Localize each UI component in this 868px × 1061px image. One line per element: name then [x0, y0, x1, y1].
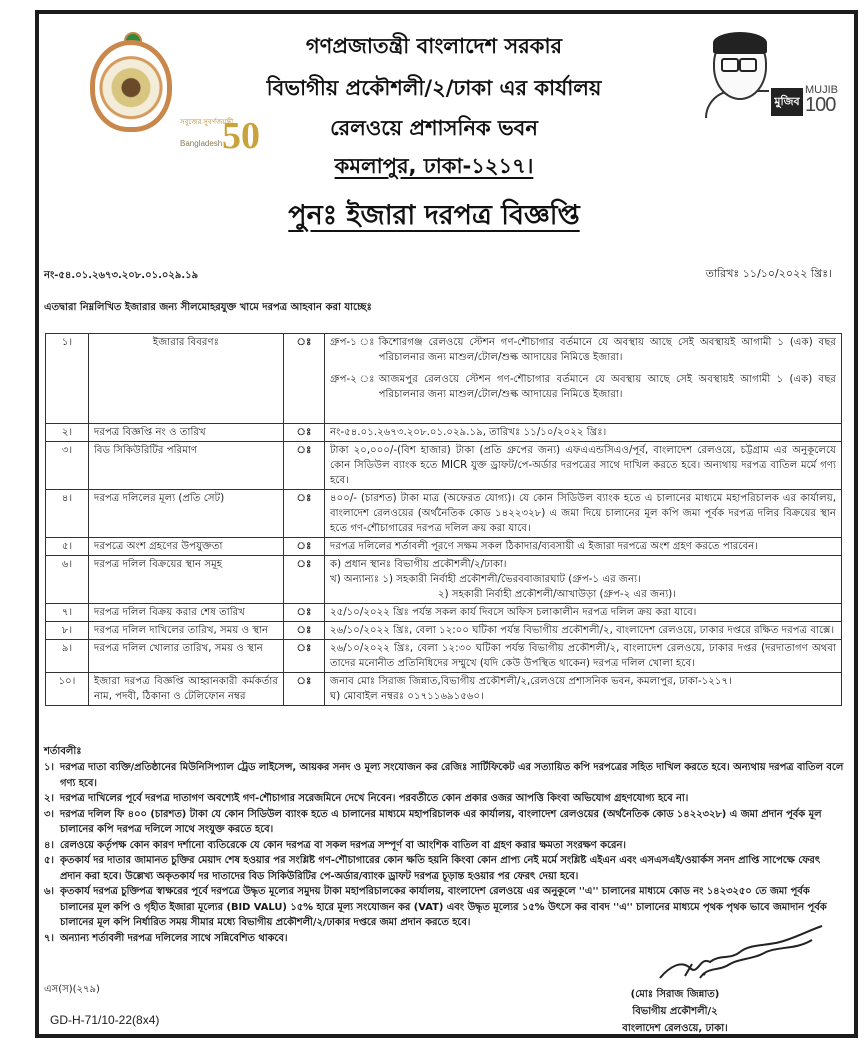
row-value: ২৬/১০/২০২২ খ্রিঃ, বেলা ১২:০০ ঘটিকা পর্যন্ত বিভাগীয় প্রকৌশলী/২, বাংলাদেশ রেলওয়ে, ঢাকার দপ্তরে রক্ষিত দরপত্র বাক্সে। — [325, 622, 842, 640]
term-item — [44, 838, 844, 854]
tender-details-table — [45, 333, 842, 706]
table-row — [46, 424, 842, 442]
row-number: ৫। — [46, 538, 89, 556]
header-building: রেলওয়ে প্রশাসনিক ভবন — [330, 116, 538, 140]
page-title: পুনঃ ইজারা দরপত্র বিজ্ঞপ্তি — [288, 200, 580, 231]
term-number: ৭। — [44, 932, 54, 944]
table-row — [46, 442, 842, 490]
row-colon: ঃ — [284, 604, 325, 622]
officer-mobile: ঘ) মোবাইল নম্বরঃ ০১৭১১৬৯১৫৬০। — [330, 691, 484, 702]
row-label: দরপত্র দলিলের মূল্য (প্রতি সেট) — [89, 490, 284, 538]
sale-location-other: ২) সহকারী নির্বাহী প্রকৌশলী/আখাউড়া (গ্রুপ-২ এর জন্য)। — [438, 589, 676, 600]
reference-number: নং-৫৪.০১.২৬৭৩.২০৮.০১.০২৯.১৯ — [44, 270, 199, 281]
table-row — [46, 334, 842, 424]
term-number: ২। — [44, 793, 54, 804]
term-item — [44, 807, 844, 838]
term-text: দরপত্র দলিল ফি ৪০০ (চারশত) টাকা যে কোন সিডিউল ব্যাংক হতে এ চালানের মাধ্যমে মহাপরিচালক এর কার্যালয়, বাংলাদেশ রেলওয়ের (অর্থনৈতিক কোড ১৪২২৩২৮) এ জমা প্রদান পূর্বক মূল চালানের কপি দরপত্র দলিলে সাথে সংযুক্ত করতে হবে। — [60, 808, 822, 835]
row-number: ১। — [46, 334, 89, 424]
group-key: গ্রুপ-২ ঃ — [330, 374, 375, 385]
badge-country: Bangladesh — [180, 139, 223, 148]
officer-details: জনাব মোঃ সিরাজ জিন্নাত,বিভাগীয় প্রকৌশলী/২,রেলওয়ে প্রশাসনিক ভবন, কমলাপুর, ঢাকা-১২১৭। — [330, 676, 732, 687]
row-number: ৬। — [46, 556, 89, 604]
term-text: রেলওয়ে কর্তৃপক্ষ কোন কারণ দর্শানো ব্যতিরেকে যে কোন দরপত্র বা সকল দরপত্র সম্পূর্ণ বা আংশিক বাতিল বা গ্রহণ করার ক্ষমতা সংরক্ষণ করেন। — [60, 839, 626, 851]
term-number: ৫। — [44, 855, 54, 866]
term-item — [44, 791, 844, 807]
row-label: ইজারার বিবরণঃ — [89, 334, 284, 424]
mujib-en-label: MUJIB — [805, 84, 838, 96]
row-colon: ঃ — [284, 673, 325, 706]
row-value: নং-৫৪.০১.২৬৭৩.২০৮.০১.০২৯.১৯, তারিখঃ ১১/১০/২০২২ খ্রিঃ। — [325, 424, 842, 442]
group-key: গ্রুপ-১ ঃ — [330, 337, 375, 348]
signatory-block — [580, 986, 770, 1037]
term-text: কৃতকার্য দর দাতার জামানত চুক্তির মেয়াদ শেষ হওয়ার পর সংশ্লিষ্ট গণ-শৌচাগারের কোন ক্ষতি হয়নি কিংবা কোন প্রাপ্য নেই মর্মে সংশ্লিষ্ট এইএন এবং এসএসএই/ওয়ার্কস সনদ প্রাপ্তি সাপেক্ষে ফেরৎ প্রদান করা হবে। উল্লেখ্য অকৃতকার্য দর দাতাদের বিড সিকিউরিটির পে-অর্ডার/ব্যাংক ড্রাফট দরপত্র চূড়ান্ত হওয়ার পর ফেরৎ দেয়া হবে। — [60, 855, 821, 882]
table-row — [46, 556, 842, 604]
row-value: ২৬/১০/২০২২ খ্রিঃ, বেলা ১২:৩০ ঘটিকা পর্যন্ত বিভাগীয় প্রকৌশলী/২, বাংলাদেশ রেলওয়ে, ঢাকার দপ্তর (দরদাতাগণ অথবা তাদের মনোনীত প্রতিনিধিদের সম্মুখে (যদি কেউ উপস্থিত থাকেন) দরপত্র দলিল খোলা হবে। — [325, 640, 842, 673]
row-label: দরপত্র দলিল খোলার তারিখ, সময় ও স্থান — [89, 640, 284, 673]
row-value — [325, 673, 842, 706]
term-item — [44, 760, 844, 791]
row-number: ২। — [46, 424, 89, 442]
row-number: ৪। — [46, 490, 89, 538]
row-label: দরপত্রে অংশ গ্রহণের উপযুক্ততা — [89, 538, 284, 556]
row-label: দরপত্র দলিল দাখিলের তারিখ, সময় ও স্থান — [89, 622, 284, 640]
term-number: ১। — [44, 762, 54, 773]
header-office: বিভাগীয় প্রকৌশলী/২/ঢাকা এর কার্যালয় — [266, 76, 602, 100]
gd-code: GD-H-71/10-22(8x4) — [50, 1013, 160, 1027]
row-value — [325, 556, 842, 604]
row-colon: ঃ — [284, 556, 325, 604]
row-value: ২৫/১০/২০২২ খ্রিঃ পর্যন্ত সকল কার্য দিবসে অফিস চলাকালীন দরপত্র দলিল ক্রয় করা যাবে। — [325, 604, 842, 622]
row-colon: ঃ — [284, 334, 325, 424]
group-item — [330, 335, 836, 365]
term-text: দরপত্র দাখিলের পূর্বে দরপত্র দাতাগণ অবশ্যেই গণ-শৌচাগার সরেজমিনে দেখে নিবেন। পরবর্তীতে কোন প্রকার ওজর আপত্তি কিংবা অভিযোগ গ্রহণযোগ্য হবে না। — [60, 793, 689, 804]
term-text: দরপত্র দাতা ব্যক্তি/প্রতিষ্ঠানের মিউনিসিপ্যাল ট্রেড লাইসেন্স, আয়কর সনদ ও মূল্য সংযোজন কর রেজিঃ সার্টিফিকেট এর সত্যায়িত কপি দরপত্রের সহিত দাখিল করতে হবে। অন্যথায় দরপত্র বাতিল বলে গণ্য হবে। — [60, 762, 844, 789]
row-value: ৪০০/- (চারশত) টাকা মাত্র (অফেরত যোগ্য)। যে কোন সিডিউল ব্যাংক হতে এ চালানের মাধ্যমে মহাপরিচালক এর কার্যালয়, বাংলাদেশ রেলওয়ের (অর্থনৈতিক কোড ১৪২২৩২৮) এ জমা দিয়ে চালানের মূল কপি জমা পূর্বক দরপত্র দলির বিক্রয়ের স্থান হতে গণ-শৌচাগারের দরপত্র দলিল ক্রয় করা যাবে। — [325, 490, 842, 538]
group-text: কিশোরগঞ্জ রেলওয়ে স্টেশন গণ-শৌচাগার বর্তমানে যে অবস্থায় আছে সেই অবস্থায়ই আগামী ১ (এক) বছর পরিচালনার জন্য মাশুল/টোল/শুল্ক আদায়ের নিমিত্তে ইজারা। — [378, 337, 836, 363]
header-government: গণপ্রজাতন্ত্রী বাংলাদেশ সরকার — [305, 34, 563, 58]
row-colon: ঃ — [284, 442, 325, 490]
row-colon: ঃ — [284, 622, 325, 640]
badge-text: সবুজের সুবর্ণজয়ন্তী — [180, 118, 234, 126]
row-number: ১০। — [46, 673, 89, 706]
row-value: টাকা ২০,০০০/-(বিশ হাজার) টাকা (প্রতি গ্রুপের জন্য) এফএএন্ডসিএও/পূর্ব, বাংলাদেশ রেলওয়ে, চট্টগ্রাম এর অনুকূলেযে কোন সিডিউল ব্যাংক হতে MICR যুক্ত ড্রাফট/পে-অর্ডার দরপত্রের সাথে দাখিল করতে হবে। অন্যথায় দরপত্র বাতিল মর্মে গণ্য হবে। — [325, 442, 842, 490]
row-label: দরপত্র দলিল বিক্রয়ের স্থান সমূহ — [89, 556, 284, 604]
mujib-bn-label: মুজিব — [771, 88, 803, 116]
row-value: দরপত্র দলিলের শর্তাবলী পূরণে সক্ষম সকল ঠিকাদার/ব্যবসায়ী এ ইজারা দরপত্রে অংশ গ্রহণ করতে পারবেন। — [325, 538, 842, 556]
terms-heading: শর্তাবলীঃ — [44, 746, 82, 757]
row-colon: ঃ — [284, 424, 325, 442]
row-label: দরপত্র দলিল বিক্রয় করার শেষ তারিখ — [89, 604, 284, 622]
row-colon: ঃ — [284, 538, 325, 556]
term-text: কৃতকার্য দরপত্র চুক্তিপত্র স্বাক্ষরের পূর্বে দরপত্রে উদ্ধৃত মূল্যের সমুদয় টাকা মহাপরিচালকের কার্যালয়, বাংলাদেশ রেলওয়ে এর অনুকূলে ''এ'' চালানের মাধ্যমে কোড নং ১৪২৩২৫০ তে জমা পূর্বক চালানের মূল কপি ও গৃহীত ইজারা মূল্যের (BID VALU) ১৫% হারে মূল্য সংযোজন কর (VAT) এবং উদ্ধৃত মূল্যের ১৫% উৎসে কর বাবদ ''এ'' চালানের মাধ্যমে পৃথক পৃথক ভাবে জমাদান পূর্বক চালানের মূল কপি নির্ধারিত সময় সীমার মধ্যে বিভাগীয় প্রকৌশলী/২/ঢাকার দপ্তরে জমা প্রদান করতে হবে। — [60, 886, 827, 928]
table-row — [46, 538, 842, 556]
intro-text: এতদ্বারা নিম্নলিখিত ইজারার জন্য সীলমোহরযুক্ত খামে দরপত্র আহবান করা যাচ্ছেঃ — [44, 302, 372, 313]
header-address: কমলাপুর, ঢাকা-১২১৭। — [334, 154, 534, 178]
row-number: ৯। — [46, 640, 89, 673]
row-label: দরপত্র বিজ্ঞপ্তি নং ও তারিখ — [89, 424, 284, 442]
sale-location-other: খ) অন্যান্যঃ ১) সহকারী নির্বাহী প্রকৌশলী/ভৈরববাজারঘাট (গ্রুপ-১ এর জন্য। — [330, 574, 641, 585]
mujib-num-label: 100 — [805, 94, 836, 116]
table-row — [46, 622, 842, 640]
row-colon: ঃ — [284, 640, 325, 673]
notice-date: তারিখঃ ১১/১০/২০২২ খ্রিঃ। — [705, 267, 832, 280]
row-label: বিড সিকিউরিটির পরিমাণ — [89, 442, 284, 490]
table-row — [46, 490, 842, 538]
term-number: ৬। — [44, 886, 54, 897]
table-row — [46, 640, 842, 673]
memo-number: এস(স)(২৭৯) — [44, 984, 100, 995]
group-text: আজমপুর রেলওয়ে স্টেশন গণ-শৌচাগার বর্তমানে যে অবস্থায় আছে সেই অবস্থায়ই আগামী ১ (এক) বছর পরিচালনার জন্য মাশুল/টোল/শুল্ক আদায়ের নিমিত্তে ইজারা। — [378, 374, 836, 400]
term-text: অন্যান্য শর্তাবলী দরপত্র দলিলের সাথে সন্নিবেশিত থাকবে। — [60, 932, 288, 944]
badge-number: 50 — [222, 115, 260, 157]
signatory-title: বিভাগীয় প্রকৌশলী/২ — [632, 1006, 718, 1017]
term-number: ৩। — [44, 808, 54, 820]
row-number: ৮। — [46, 622, 89, 640]
table-row — [46, 673, 842, 706]
row-number: ৩। — [46, 442, 89, 490]
signatory-name: (মোঃ সিরাজ জিন্নাত) — [630, 989, 720, 1000]
row-value — [325, 334, 842, 424]
signature-icon — [590, 916, 830, 986]
row-label: ইজারা দরপত্র বিজ্ঞপ্তি আহ্বানকারী কর্মকর্তার নাম, পদবী, ঠিকানা ও টেলিফোন নম্বর — [89, 673, 284, 706]
row-number: ৭। — [46, 604, 89, 622]
term-number: ৪। — [44, 839, 54, 851]
table-row — [46, 604, 842, 622]
sale-location-main: ক) প্রধান স্থানঃ বিভাগীয় প্রকৌশলী/২/ঢাকা। — [330, 559, 507, 570]
signatory-org: বাংলাদেশ রেলওয়ে, ঢাকা। — [622, 1023, 728, 1034]
group-item — [330, 372, 836, 402]
term-item — [44, 853, 844, 884]
row-colon: ঃ — [284, 490, 325, 538]
